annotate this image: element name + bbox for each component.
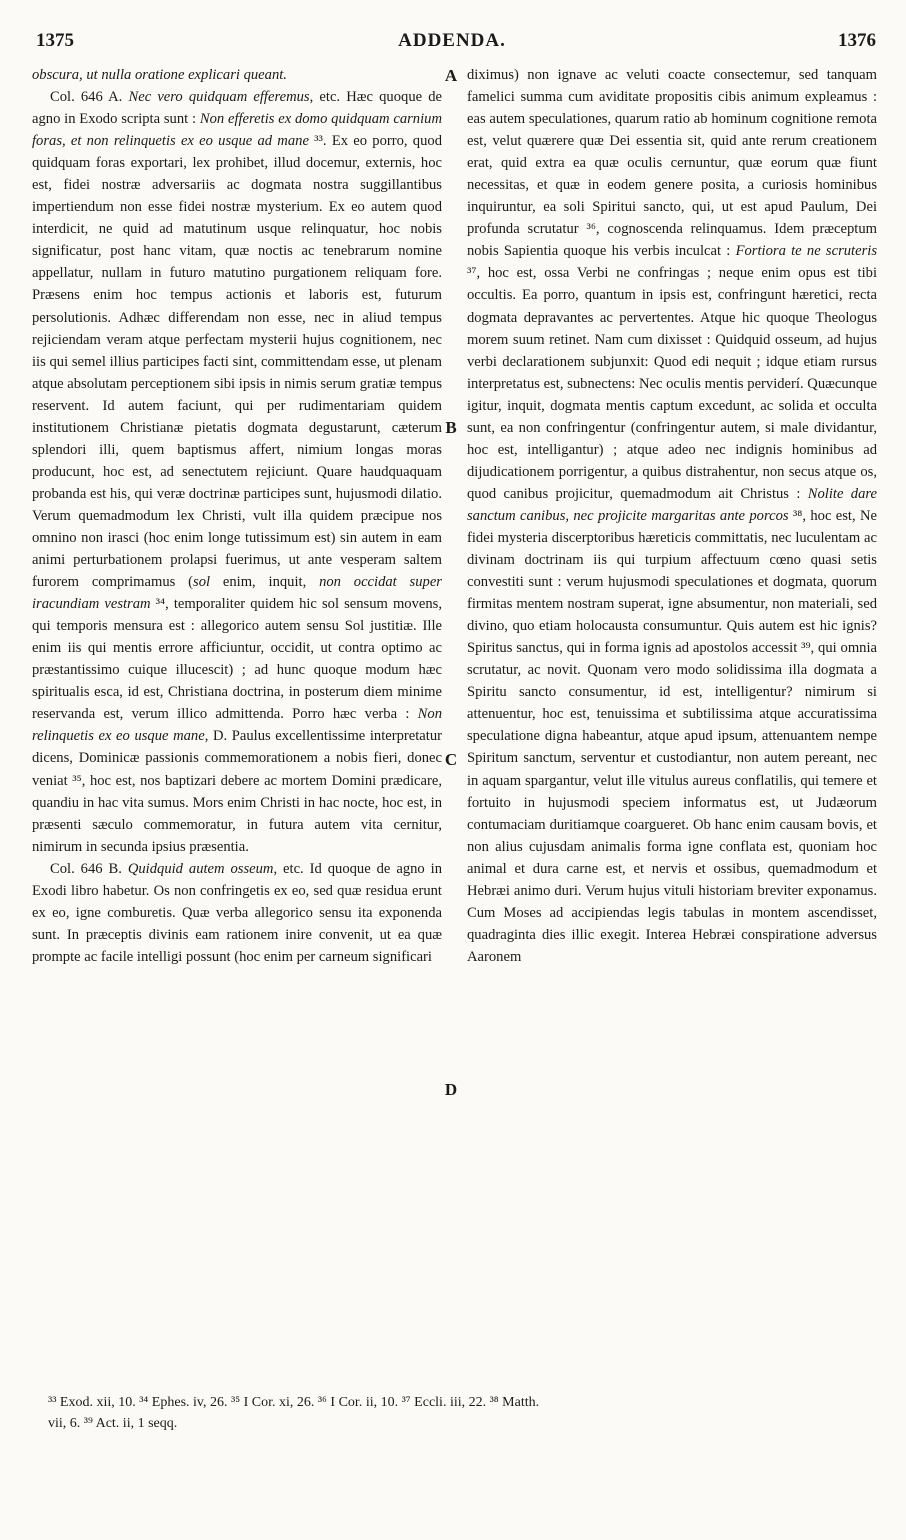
margin-letter-b: B bbox=[445, 418, 457, 437]
footnotes bbox=[48, 1392, 878, 1434]
text-run: , etc. Hæc quoque de agno in Exodo scripta sunt : bbox=[32, 89, 442, 128]
running-title: ADDENDA. bbox=[398, 30, 506, 51]
page-number-right: 1376 bbox=[838, 30, 876, 51]
text-run: , etc. Id quoque de agno in Exodi libro habetur. Os non confringetis ex eo, sed quæ residua erunt ex eo, igne comburetis. Quæ verba allegorico sensu ita exponenda sunt. In præceptis divinis eam rationem inire convenit, ut ea quæ prompte ac facile intelligi possunt (hoc enim per carneum significari bbox=[32, 860, 442, 965]
page-number-left: 1375 bbox=[36, 30, 74, 51]
italic-text: Quidquid autem osseum bbox=[127, 860, 274, 877]
italic-text: Fortiora te ne scruteris bbox=[735, 243, 877, 260]
footnote-line: vii, 6. ³⁹ Act. ii, 1 seqq. bbox=[48, 1416, 178, 1431]
paragraph bbox=[32, 86, 442, 858]
paragraph bbox=[467, 64, 877, 968]
italic-text: sol bbox=[193, 574, 211, 591]
text-run: Col. 646 B. bbox=[50, 860, 128, 877]
text-run: enim, inquit, bbox=[210, 574, 320, 591]
italic-text: non occidat super iracundiam vestram bbox=[32, 574, 442, 613]
italic-text: Nec vero quidquam efferemus bbox=[128, 89, 310, 106]
italic-text: Non relinquetis ex eo usque mane bbox=[32, 706, 442, 745]
text-run: diximus) non ignave ac veluti coacte consectemur, sed tanquam famelici summa cum aviditate propositis cibis animum expleamus : eas autem speculationes, quarum ratio ab hominum cognitione remota est, velut quærere quæ Dei essentia sit, quid ante rerum creationem erat, quid extra ea quæ oculis cernuntur, quæ eorum quæ fiunt necessitas, et quæ in eodem genere posita, a curiosis hominibus inquiruntur, ea soli Spiritui sancto, qui, ut est apud Paulum, Dei profunda scrutatur ³⁶, cognoscenda relinquamus. Idem præceptum nobis Sapientia quoque his verbis inculcat : bbox=[467, 67, 877, 260]
page-header bbox=[28, 30, 876, 60]
text-run: , D. Paulus excellentissime interpretatur dicens, Dominicæ passionis commemorationem a nobis fieri, donec veniat ³⁵, hoc est, nos baptizari debere ac mortem Domini prædicare, quandiu in hac vita sumus. Mors enim Christi in hac nocte, hoc est, in præsenti sæculo commemoratur, in futura autem vita cernitur, nimirum in secunda ipsius præsentia. bbox=[32, 728, 442, 855]
left-column bbox=[32, 64, 442, 1364]
paragraph bbox=[32, 858, 442, 968]
text-run: ³⁷, hoc est, ossa Verbi ne confringas ; neque enim opus est tibi occultis. Ea porro, quantum in ipsis est, confringunt hæretici, recta dogmata depravantes ac pervertentes. Atque hic quoque Theologus morem suum retinet. Nam cum dixisset : Quidquid osseum, ad hujus verbi declarationem subjunxit: Quod edi nequit ; idque etiam rursus interpretatus est, subnectens: Nec oculis mentis perviderí. Quæcunque igitur, inquit, dogmata mentis captum excedunt, ac solida et occulta sunt, ea non confringentur (confringentur autem, si male dividantur, hoc est, intelligantur) ; atque adeo nec indignis hominibus ad dijudicationem porrigentur, a quibus distrahentur, non secus atque os, quod canibus projicitur, quemadmodum ait Christus : bbox=[467, 265, 877, 502]
right-column bbox=[467, 64, 877, 1364]
margin-letter-d: D bbox=[444, 1080, 458, 1099]
italic-text: Nolite dare sanctum canibus, nec projicite margaritas ante porcos bbox=[467, 485, 877, 524]
margin-letter-a: A bbox=[444, 66, 458, 85]
italic-text: Non efferetis ex domo quidquam carnium foras, et non relinquetis ex eo usque ad mane bbox=[32, 111, 442, 150]
paragraph bbox=[32, 64, 442, 86]
margin-letter-c: C bbox=[444, 750, 458, 769]
text-run: ³⁴, temporaliter quidem hic sol sensum movens, qui temporis mensura est : allegorico autem sensu Sol justitiæ. Ille enim iis qui mentis errore afficiuntur, occidit, ut contra optimo ac præstantissimo cuique illucescit) ; ad hunc quoque modum hæc spiritualis esca, id est, Christiana doctrina, in posterum diem minime reservanda est, verum illico admittenda. Porro hæc verba : bbox=[32, 596, 442, 723]
text-run: ³³. Ex eo porro, quod quidquam foras exportari, lex prohibet, illud docemur, externis, hoc est, fidei nostræ adversariis ac dogmata nostra suggillantibus impertiendum non esse fidei nostræ mysterium. Ex eo autem quod interdicit, ne quid ad matutinum usque relinquatur, hoc nobis significatur, post hanc vitam, quæ noctis ac tenebrarum nomine appellatur, nullam in futuro matutino purgationem reliquam fore. Præsens enim hoc tempus actionis et laboris est, futurum persolutionis. Adhæc differendam non esse, nec in aliud tempus rejiciendam veram atque perfectam mysterii hujus cognitionem, nec iis qui semel illius participes facti sint, committendam esse, ut plenam atque absolutam perceptionem sibi ipsis in nimis serum gratiæ tempus reservent. Id autem faciunt, qui per rudimentariam quidem institutionem Christianæ pietatis dogmata degustarunt, cæterum splendori illi, quem baptismus affert, nimium longas moras producunt, hoc est, ad senectutem rejiciunt. Quare haudquaquam probanda est his, qui veræ doctrinæ participes sunt, hujusmodi dilatio. Verum quemadmodum lex Christi, vult illa quidem præcipue nos omnino non irasci (hoc enim longe tutissimum est) sin autem in eam animi perturbationem prolapsi fuerimus, ut ante vesperam saltem furorem comprimamus ( bbox=[32, 133, 442, 591]
italic-text: obscura, ut nulla oratione explicari queant. bbox=[32, 67, 287, 83]
text-run: ³⁸, hoc est, Ne fidei mysteria discerptoribus hæreticis committatis, nec luculentam ac divinam doctrinam iis qui turpium affectuum cœno quasi setis convestiti sunt : verum hujusmodi speculationes et dogmata, quorum firmitas mentem nostram superat, igne absumentur, non materiali, sed divino, quo etiam holocausta consumuntur. Quis autem est hic ignis? Spiritus sanctus, qui in forma ignis ad apostolos accessit ³⁹, qui omnia scrutatur, ac novit. Quonam vero modo solidissima illa dogmata a Spiritu sancto consumentur, id est, intelligentur? nimirum si attenuentur, hoc est, tenuissima et subtilissima atque accuratissima speculatione digna habeantur, atque apud ipsum, attenuantem nempe Spiritum sanctum, serventur et custodiantur, non autem pereant, nec in aquam spargantur, velut ille vitulus aureus conflatilis, qui temere et fortuito in hujusmodi speciem informatus est, ut Judæorum contumaciam duritiamque coargueret. Ob hanc enim causam bovis, et non alius cujusdam animalis forma igne conflata est, quoniam hoc animal et dura carne est, et nervis et ossibus, quemadmodum et Hebræi animo duri. Verum hujus vituli historiam breviter exponamus. Cum Moses ad accipiendas legis tabulas in montem ascendisset, quadraginta dies illic exegit. Interea Hebræi conspiratione adversus Aaronem bbox=[467, 507, 877, 965]
text-run: Col. 646 A. bbox=[50, 89, 129, 106]
footnote-line: ³³ Exod. xii, 10. ³⁴ Ephes. iv, 26. ³⁵ I Cor. xi, 26. ³⁶ I Cor. ii, 10. ³⁷ Eccli. iii, 22. ³⁸ Matth. bbox=[48, 1395, 540, 1410]
